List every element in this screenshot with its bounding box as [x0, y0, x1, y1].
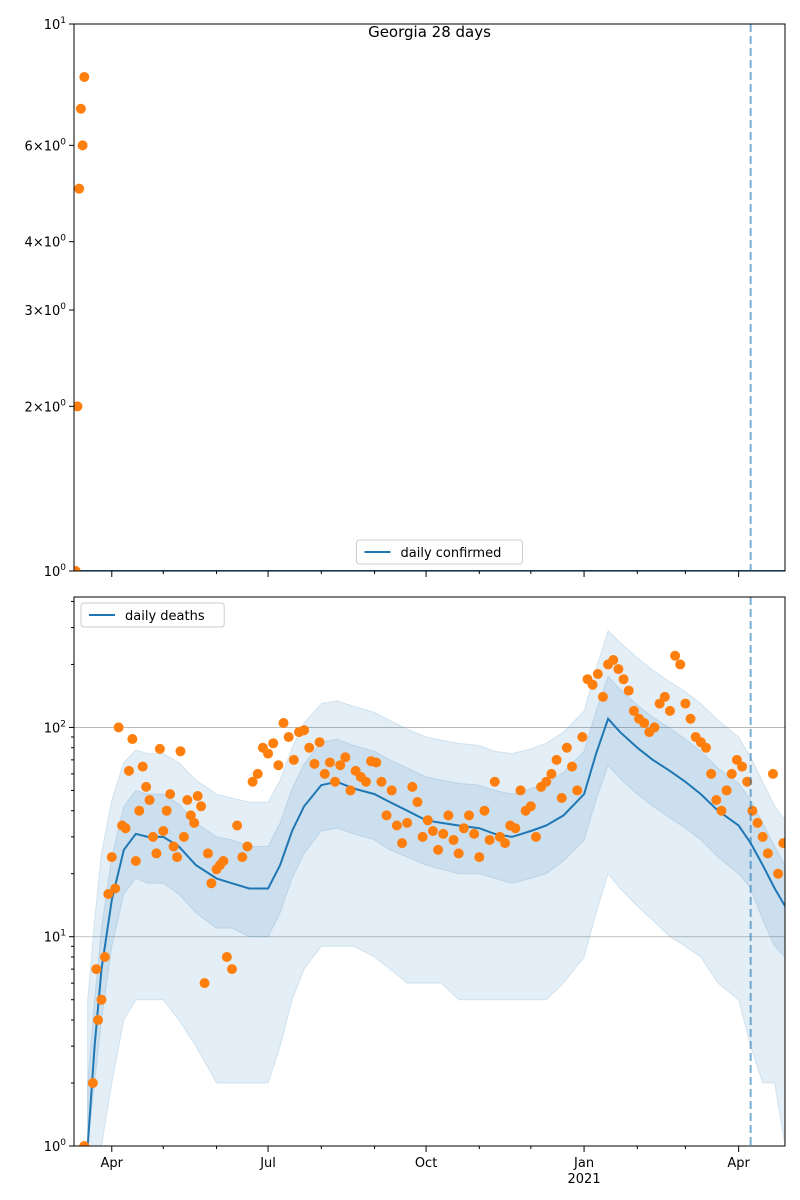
- y-tick-label: $3\times 10^0$: [24, 302, 66, 320]
- data-point: [96, 995, 106, 1005]
- data-point: [387, 785, 397, 795]
- data-point: [273, 760, 283, 770]
- data-point: [423, 815, 433, 825]
- data-point: [107, 852, 117, 862]
- data-point: [263, 749, 273, 759]
- data-point: [716, 806, 726, 816]
- data-point: [151, 848, 161, 858]
- chart-title: Georgia 28 days: [368, 23, 491, 41]
- y-tick-label: $10^1$: [43, 16, 66, 33]
- data-point: [131, 856, 141, 866]
- x-tick-label: Jul: [260, 1156, 276, 1171]
- y-tick-label: $10^0$: [43, 563, 66, 580]
- legend-label: daily confirmed: [400, 546, 502, 561]
- data-point: [438, 829, 448, 839]
- data-point: [608, 655, 618, 665]
- data-point: [134, 806, 144, 816]
- x-year-label: 2021: [567, 1172, 601, 1187]
- data-point: [155, 744, 165, 754]
- data-point: [218, 856, 228, 866]
- data-point: [588, 680, 598, 690]
- data-point: [701, 743, 711, 753]
- data-point: [768, 769, 778, 779]
- data-point: [253, 769, 263, 779]
- data-point: [670, 651, 680, 661]
- data-point: [686, 714, 696, 724]
- data-point: [361, 777, 371, 787]
- data-point: [500, 838, 510, 848]
- data-point: [330, 777, 340, 787]
- data-point: [284, 732, 294, 742]
- data-point: [572, 785, 582, 795]
- data-point: [141, 782, 151, 792]
- data-point: [182, 795, 192, 805]
- data-point: [320, 769, 330, 779]
- data-point: [114, 722, 124, 732]
- data-point: [93, 1015, 103, 1025]
- data-point: [557, 793, 567, 803]
- data-point: [110, 883, 120, 893]
- data-point: [148, 832, 158, 842]
- x-tick-label: Oct: [414, 1156, 438, 1171]
- data-point: [179, 832, 189, 842]
- data-point: [402, 818, 412, 828]
- data-point: [158, 826, 168, 836]
- x-tick-label: Jan: [574, 1156, 595, 1171]
- data-point: [127, 734, 137, 744]
- data-point: [727, 769, 737, 779]
- data-point: [169, 841, 179, 851]
- data-point: [78, 140, 88, 150]
- data-point: [76, 104, 86, 114]
- data-point: [753, 818, 763, 828]
- data-point: [598, 692, 608, 702]
- data-point: [315, 737, 325, 747]
- legend: [357, 540, 523, 564]
- data-point: [196, 801, 206, 811]
- data-point: [279, 718, 289, 728]
- data-point: [165, 789, 175, 799]
- y-tick-label: $4\times 10^0$: [24, 233, 66, 251]
- plot-area: [71, 72, 785, 576]
- data-point: [79, 72, 89, 82]
- data-point: [397, 838, 407, 848]
- data-point: [443, 810, 453, 820]
- data-point: [88, 1078, 98, 1088]
- data-point: [382, 810, 392, 820]
- data-point: [464, 810, 474, 820]
- data-point: [624, 686, 634, 696]
- data-point: [758, 832, 768, 842]
- data-point: [325, 757, 335, 767]
- y-tick-label: $2\times 10^0$: [24, 398, 66, 416]
- data-point: [778, 838, 788, 848]
- data-point: [412, 797, 422, 807]
- data-point: [418, 832, 428, 842]
- data-point: [433, 845, 443, 855]
- data-point: [660, 692, 670, 702]
- data-point: [449, 835, 459, 845]
- data-point: [145, 795, 155, 805]
- data-point: [74, 184, 84, 194]
- data-point: [203, 848, 213, 858]
- data-point: [552, 755, 562, 765]
- data-point: [200, 978, 210, 988]
- data-point: [567, 762, 577, 772]
- data-point: [138, 762, 148, 772]
- data-point: [526, 801, 536, 811]
- data-point: [227, 964, 237, 974]
- chart-bottom-panel: [44, 597, 789, 1187]
- axes-frame: [74, 24, 785, 571]
- data-point: [485, 835, 495, 845]
- data-point: [193, 791, 203, 801]
- data-point: [428, 826, 438, 836]
- y-tick-label: $10^2$: [43, 719, 66, 737]
- data-point: [531, 832, 541, 842]
- data-point: [546, 769, 556, 779]
- data-point: [675, 659, 685, 669]
- data-point: [222, 952, 232, 962]
- data-point: [454, 848, 464, 858]
- data-point: [376, 777, 386, 787]
- data-point: [340, 752, 350, 762]
- data-point: [172, 852, 182, 862]
- legend: [81, 603, 224, 627]
- plot-area: [74, 631, 788, 1151]
- data-point: [242, 841, 252, 851]
- legend-label: daily deaths: [125, 609, 205, 624]
- data-point: [649, 722, 659, 732]
- data-point: [162, 806, 172, 816]
- data-point: [747, 806, 757, 816]
- confidence-band: [88, 631, 785, 1146]
- data-point: [665, 706, 675, 716]
- data-point: [737, 762, 747, 772]
- data-point: [299, 725, 309, 735]
- data-point: [346, 785, 356, 795]
- data-point: [124, 766, 134, 776]
- data-point: [562, 743, 572, 753]
- data-point: [479, 806, 489, 816]
- data-point: [407, 782, 417, 792]
- data-point: [763, 848, 773, 858]
- x-tick-label: Apr: [727, 1156, 750, 1171]
- y-tick-label: $6\times 10^0$: [24, 137, 66, 155]
- data-point: [510, 823, 520, 833]
- data-point: [91, 964, 101, 974]
- data-point: [469, 829, 479, 839]
- data-point: [577, 732, 587, 742]
- data-point: [304, 743, 314, 753]
- data-point: [237, 852, 247, 862]
- data-point: [516, 785, 526, 795]
- data-point: [371, 757, 381, 767]
- data-point: [722, 785, 732, 795]
- x-tick-label: Apr: [100, 1156, 124, 1171]
- data-point: [593, 669, 603, 679]
- data-point: [232, 820, 242, 830]
- data-point: [175, 746, 185, 756]
- data-point: [289, 755, 299, 765]
- chart-top-panel: [25, 16, 785, 580]
- data-point: [121, 823, 131, 833]
- y-tick-label: $10^1$: [43, 928, 66, 946]
- data-point: [392, 820, 402, 830]
- data-point: [268, 738, 278, 748]
- data-point: [639, 718, 649, 728]
- data-point: [613, 664, 623, 674]
- data-point: [706, 769, 716, 779]
- y-tick-label: $10^0$: [43, 1138, 66, 1155]
- data-point: [100, 952, 110, 962]
- data-point: [490, 777, 500, 787]
- data-point: [711, 795, 721, 805]
- data-point: [773, 869, 783, 879]
- data-point: [206, 878, 216, 888]
- data-point: [474, 852, 484, 862]
- data-point: [619, 674, 629, 684]
- data-point: [680, 699, 690, 709]
- data-point: [309, 759, 319, 769]
- data-point: [189, 818, 199, 828]
- data-point: [459, 823, 469, 833]
